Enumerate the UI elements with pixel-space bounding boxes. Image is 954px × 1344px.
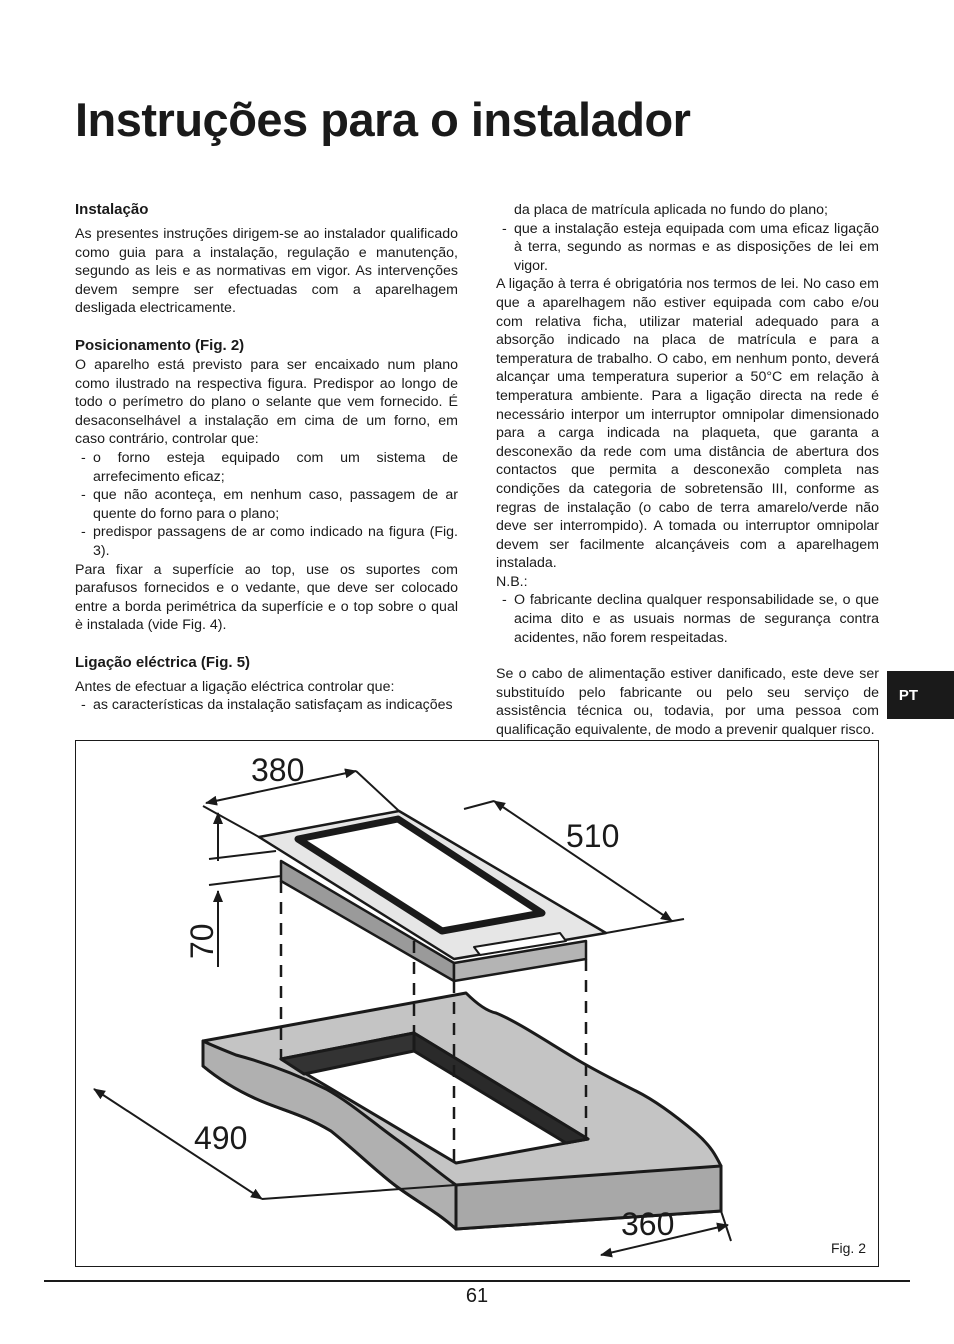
installation-body: As presentes instruções dirigem-se ao instalador qualificado como guia para a instalação, regulação e manutenção, segundo as leis e as normativas em vigor. As intervenções devem sempre ser efectuadas com a aparelhagem desligada electricamente.: [75, 226, 458, 317]
right-column: [496, 201, 879, 740]
cable-body: Se o cabo de alimentação estiver danificado, este deve ser substituído pelo fabricante ou pelo seu serviço de assistência técnica ou, todavia, por uma pessoa com qualificação equivalente, de modo a prevenir qualquer risco.: [496, 666, 879, 739]
electrical-list-cont: [496, 220, 879, 276]
list-item-continuation: da placa de matrícula aplicada no fundo do plano;: [514, 202, 828, 218]
positioning-body-2: Para fixar a superfície ao top, use os suportes com parafusos fornecidos e o vedante, que deve ser colocado entre a borda perimétrica da superfície e o top sobre o qual è instalada (vide Fig. 4).: [75, 561, 458, 634]
dimension-490-label: 490: [194, 1120, 248, 1156]
nb-label: N.B.:: [496, 573, 528, 590]
page-number: 61: [465, 1285, 489, 1307]
list-item: - as características da instalação satisfaçam as indicações: [75, 696, 458, 715]
nb-list: [496, 591, 879, 647]
bottom-divider: [44, 1280, 910, 1282]
figure-caption: Fig. 2: [830, 1240, 866, 1256]
electrical-list: [75, 696, 458, 715]
dimension-510-label: 510: [566, 818, 620, 854]
dimension-380-label: 380: [251, 752, 305, 788]
page-title: Instruções para o instalador: [75, 93, 691, 146]
positioning-heading: Posicionamento (Fig. 2): [75, 336, 245, 354]
list-item: - predispor passagens de ar como indicado na figura (Fig. 3).: [75, 523, 458, 560]
list-item: - O fabricante declina qualquer responsabilidade se, o que acima dito e as usuais normas de segurança contra acidentes, não forem respeitadas.: [496, 591, 879, 647]
electrical-body: Antes de efectuar a ligação eléctrica controlar que:: [75, 678, 395, 695]
dimension-360-label: 360: [621, 1206, 675, 1242]
positioning-body: O aparelho está previsto para ser encaixado num plano como ilustrado na respectiva figura. Predispor ao longo de todo o perímetro do plano o selante que vem fornecido. É desaconselhável a instalação em cima de um forno, em caso contrário, controlar que:: [75, 356, 458, 448]
list-item: - que a instalação esteja equipada com uma eficaz ligação à terra, segundo as normas e as disposições de lei em vigor.: [496, 220, 879, 276]
dimension-70-label: 70: [184, 923, 220, 959]
grounding-body: A ligação à terra é obrigatória nos termos de lei. No caso em que a aparelhagem não estiver equipada com cabo e/ou com relativa ficha, utilizar material adequado para a absorção indicado na placa de matrícula e para a temperatura de trabalho. O cabo, em nenhum ponto, deverá alcançar uma temperatura superior a 50°C em relação à temperatura ambiente. Para a ligação directa na rede é necessário interpor um interruptor omnipolar dimensionado para a carga indicada na plaqueta, que garanta a desconexão da rede com uma distância de abertura dos contactos que permita a desconexão completa nas condições da categoria de sobretensão III, conforme as regras de instalação (o cabo de terra amarelo/verde não deve ser interrompido). A tomada ou interruptor omnipolar devem ser facilmente alcançáveis com a aparelhagem instalada.: [496, 276, 879, 572]
language-tab: PT: [887, 671, 954, 719]
installation-heading: Instalação: [75, 201, 149, 218]
left-column: [75, 200, 458, 715]
list-item: - que não aconteça, em nenhum caso, passagem de ar quente do forno para o plano;: [75, 486, 458, 523]
hob-cutout-diagram: [76, 741, 878, 1266]
positioning-list: [75, 449, 458, 561]
list-item: - o forno esteja equipado com um sistema de arrefecimento eficaz;: [75, 449, 458, 486]
installation-figure: [75, 740, 879, 1267]
hob-appliance: [259, 811, 606, 981]
electrical-heading: Ligação eléctrica (Fig. 5): [75, 653, 251, 671]
